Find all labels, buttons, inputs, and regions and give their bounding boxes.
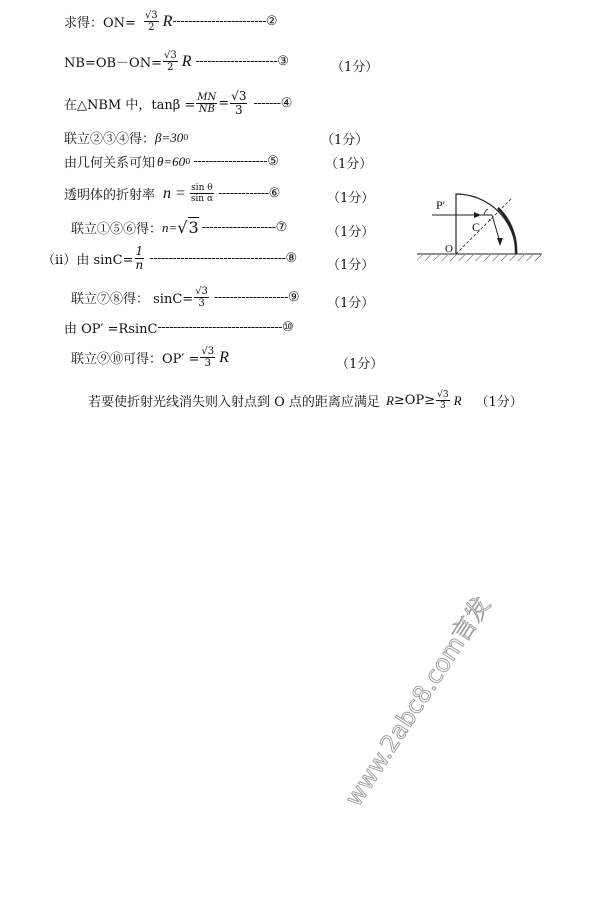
- denominator: 3: [234, 103, 243, 117]
- score-label: （1分）: [475, 395, 523, 410]
- variable-n: n=: [162, 219, 178, 235]
- equation-number: ⑤: [267, 154, 279, 169]
- fraction: [135, 245, 145, 272]
- solution-line-1: [64, 10, 278, 33]
- numerator: √3: [437, 390, 449, 400]
- dash-leader: -------------------: [193, 154, 268, 169]
- numerator: sin θ: [191, 183, 213, 193]
- solution-line-9: [71, 286, 300, 309]
- numerator: MN: [197, 92, 217, 103]
- solution-line-7: [71, 218, 287, 237]
- line-prefix: （ii）由 sinC=: [42, 253, 134, 268]
- equation-number: ⑥: [268, 186, 281, 201]
- equation-number: ②: [265, 14, 278, 29]
- dash-leader: -------------: [218, 186, 269, 201]
- label-c: C: [472, 220, 481, 234]
- solution-line-8: [42, 245, 297, 272]
- score-label: （1分）: [327, 258, 375, 273]
- line-prefix: 联立②③④得：: [64, 132, 156, 147]
- solution-line-4: [64, 128, 188, 147]
- equation-number: ③: [277, 54, 289, 69]
- optics-diagram: [412, 180, 547, 270]
- score-label: （1分）: [321, 133, 369, 148]
- score-label: （1分）: [327, 296, 375, 311]
- numerator: √3: [201, 346, 215, 357]
- degree-superscript: 0: [183, 133, 189, 142]
- numerator: 1: [135, 244, 144, 258]
- line-prefix: 由几何关系可知: [64, 156, 156, 171]
- refracted-ray: [492, 215, 500, 242]
- inequality: ≥OP≥: [393, 393, 436, 408]
- score-label: （1分）: [327, 225, 375, 240]
- ground-hatching: [417, 255, 542, 261]
- denominator: sin α: [190, 194, 214, 204]
- variable-r: R: [181, 52, 192, 70]
- line-prefix: 在△NBM 中，tanβ =: [64, 98, 196, 113]
- normal-line: [456, 198, 512, 254]
- curved-surface-edge: [498, 208, 516, 254]
- line-prefix: 联立①⑤⑥得：: [71, 222, 163, 237]
- label-p: P′: [436, 198, 446, 212]
- equals-sign: =: [218, 96, 230, 111]
- watermark: [330, 560, 540, 820]
- variable-n: n =: [163, 184, 186, 202]
- line-prefix: NB=OB－ON=: [64, 56, 162, 71]
- variable-r: R: [162, 12, 173, 30]
- degree-superscript: 0: [185, 157, 191, 166]
- fraction: [144, 10, 159, 33]
- denominator: n: [135, 258, 144, 272]
- numerator: √3: [163, 50, 177, 61]
- fraction: [196, 92, 217, 115]
- score-label: （1分）: [327, 191, 375, 206]
- solution-line-10: [64, 318, 294, 337]
- score-label: （1分）: [336, 357, 384, 372]
- dash-leader: ---------------------: [195, 54, 278, 69]
- score-label: （1分）: [331, 60, 379, 75]
- equation-number: ④: [280, 96, 293, 111]
- line-prefix: 透明体的折射率: [64, 188, 156, 203]
- dash-leader: -----------------------------------: [149, 251, 286, 266]
- denominator: 3: [198, 298, 205, 309]
- theta-value: θ=60: [157, 153, 186, 169]
- dash-leader: ------------------------: [172, 14, 266, 29]
- equation-number: ⑧: [285, 251, 298, 266]
- square-root: √3: [177, 218, 199, 237]
- dash-leader: -------------------: [213, 290, 288, 305]
- fraction: [194, 286, 209, 309]
- variable-r: R: [385, 392, 394, 408]
- angle-arc: [484, 209, 488, 215]
- fraction: [200, 346, 215, 369]
- line-prefix: 联立⑨⑩可得：OP′ =: [71, 352, 200, 367]
- denominator: 2: [167, 62, 174, 73]
- refracted-arrowhead: [497, 238, 503, 246]
- score-label: （1分）: [325, 157, 373, 172]
- denominator: 3: [439, 401, 446, 411]
- solution-line-12: [88, 390, 523, 411]
- denominator: 3: [204, 358, 211, 369]
- solution-line-6: [64, 183, 280, 204]
- dash-leader: --------------------------------: [157, 320, 283, 335]
- angle-dot: [489, 219, 491, 221]
- variable-r: R: [219, 348, 229, 366]
- dash-leader: -------------------: [201, 220, 276, 235]
- numerator: √3: [231, 89, 247, 103]
- variable-r: R: [453, 392, 462, 408]
- watermark-text: www.2abc8.com: [339, 630, 471, 812]
- solution-line-2: [64, 50, 289, 73]
- fraction: [436, 390, 449, 411]
- label-o: O: [445, 243, 453, 255]
- solution-line-11: [71, 346, 229, 369]
- ray-arrowhead: [474, 212, 481, 218]
- solution-line-5: [64, 152, 279, 171]
- fraction: [163, 50, 178, 73]
- solution-line-3: [64, 90, 292, 117]
- denominator: NB: [198, 104, 215, 115]
- denominator: 2: [148, 22, 155, 33]
- watermark-graphic: [330, 560, 540, 820]
- line-prefix: 求得：ON=: [64, 16, 136, 31]
- watermark-suffix: 言发: [446, 591, 496, 647]
- fraction: [230, 90, 247, 117]
- fraction: [190, 183, 214, 204]
- equation-number: ⑨: [287, 290, 300, 305]
- numerator: √3: [195, 286, 208, 297]
- beta-value: β=30: [155, 129, 184, 145]
- numerator: √3: [144, 10, 158, 21]
- line-prefix: 联立⑦⑧得： sinC=: [71, 292, 194, 307]
- line-prefix: 由 OP′ =RsinC: [64, 322, 158, 337]
- radicand: 3: [188, 218, 199, 237]
- dash-leader: -------: [253, 96, 281, 111]
- line-prefix: 若要使折射光线消失则入射点到 O 点的距离应满足: [88, 395, 380, 410]
- equation-number: ⑦: [275, 220, 288, 235]
- equation-number: ⑩: [282, 320, 294, 335]
